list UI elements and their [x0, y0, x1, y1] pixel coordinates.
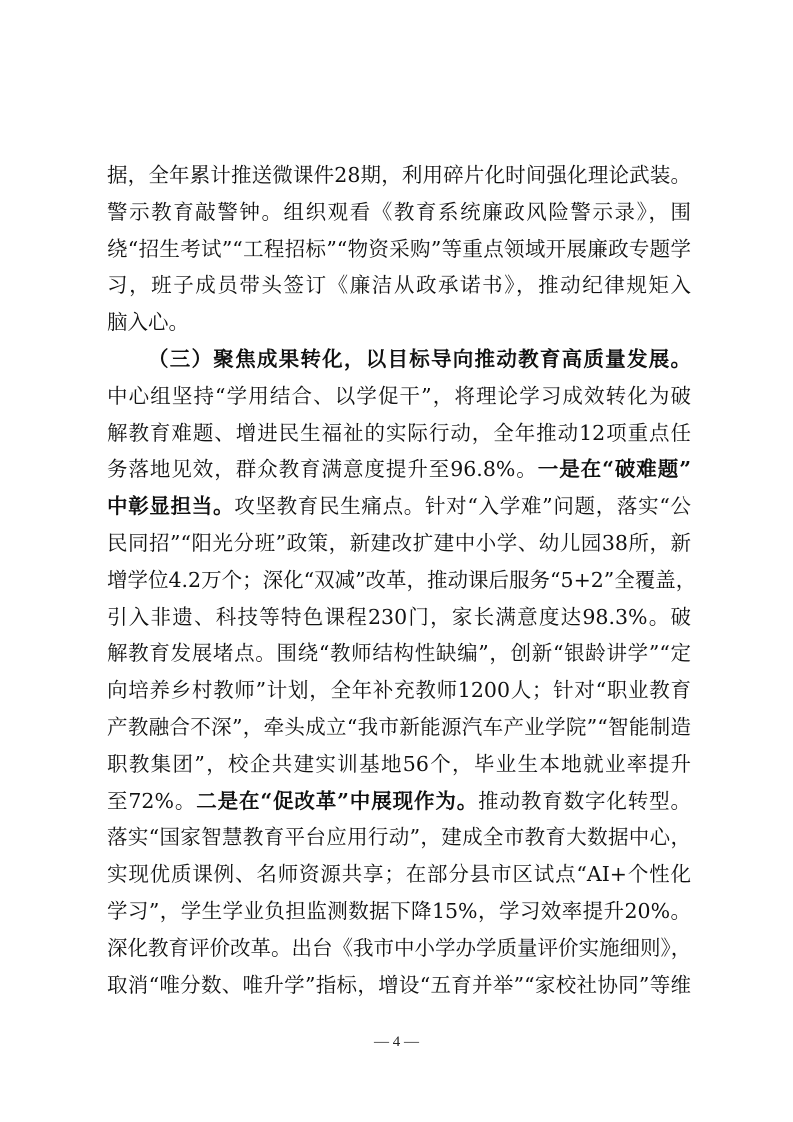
- text-segment: 解教育难题、增进民生福祉的实际行动，全年推动12项重点任: [107, 420, 691, 445]
- paragraph-line: [107, 562, 697, 599]
- paragraph-line: [107, 304, 691, 341]
- text-segment: 产教融合不深”，牵头成立“我市新能源汽车产业学院”“智能制造: [107, 714, 691, 739]
- text-segment: 脑入心。: [107, 310, 189, 335]
- text-segment: 落实“国家智慧教育平台应用行动”，建成全市教育大数据中心，: [107, 825, 691, 850]
- paragraph-line: [107, 856, 691, 893]
- text-segment: 组织观看《教育系统廉政风险警示录》，围: [283, 199, 692, 224]
- text-segment: 取消“唯分数、唯升学”指标，增设“五育并举”“家校社协同”等维: [107, 972, 691, 997]
- paragraph-line: [107, 194, 691, 231]
- paragraph-line: [107, 709, 691, 746]
- paragraph-line: [107, 783, 691, 820]
- paragraph-line: [107, 635, 691, 672]
- text-segment: 解教育发展堵点。围绕“教师结构性缺编”，创新“银龄讲学”“定: [107, 641, 691, 666]
- text-segment: 至72%。: [107, 788, 197, 813]
- text-segment: 职教集团”，校企共建实训基地56个，毕业生本地就业率提升: [107, 751, 691, 776]
- paragraph-line: [107, 672, 691, 709]
- text-segment: 推动教育数字化转型。: [478, 788, 691, 813]
- text-segment: 警示教育敲警钟。: [107, 199, 284, 224]
- paragraph-line: [107, 746, 691, 783]
- text-segment: 实现优质课例、名师资源共享；在部分县市区试点“AI+个性化: [107, 862, 691, 887]
- text-segment: 据，全年累计推送微课件28期，利用碎片化时间强化理论武装。: [107, 163, 691, 187]
- text-segment: 民同招”“阳光分班”政策，新建改扩建中小学、幼儿园38所，新: [107, 530, 691, 555]
- paragraph-line: [107, 231, 691, 268]
- text-segment: 引入非遗、科技等特色课程230门，家长满意度达98.3%。破: [107, 604, 691, 629]
- bold-text: 一是在“破难题”: [537, 457, 691, 482]
- paragraph-line: [107, 267, 691, 304]
- text-segment: 攻坚教育民生痛点。针对“入学难”问题，落实“公: [234, 494, 692, 519]
- text-segment: 习，班子成员带头签订《廉洁从政承诺书》，推动纪律规矩入: [107, 273, 691, 298]
- paragraph-line: [107, 488, 691, 525]
- section-heading-line: [107, 341, 691, 378]
- text-segment: 增学位4.2万个；深化“双减”改革，推动课后服务“5+2”全覆盖，: [107, 567, 697, 592]
- paragraph-line: [107, 599, 691, 636]
- text-segment: 向培养乡村教师”计划，全年补充教师1200人；针对“职业教育: [107, 678, 691, 703]
- paragraph-line: [107, 451, 691, 488]
- bold-text: （三）聚焦成果转化，以目标导向推动教育高质量发展。: [148, 346, 691, 371]
- paragraph-line: [107, 157, 691, 194]
- paragraph-line: [107, 930, 691, 967]
- text-segment: 中心组坚持“学用结合、以学促干”，将理论学习成效转化为破: [107, 383, 691, 408]
- paragraph-line: [107, 415, 691, 452]
- text-segment: 深化教育评价改革。出台《我市中小学办学质量评价实施细则》，: [107, 935, 692, 960]
- text-segment: 学习”，学生学业负担监测数据下降15%，学习效率提升20%。: [107, 898, 691, 923]
- bold-text: 中彰显担当。: [107, 494, 235, 519]
- bold-text: 二是在“促改革”中展现作为。: [196, 788, 479, 813]
- document-body: [107, 157, 697, 1003]
- paragraph-line: [107, 819, 691, 856]
- page-number: — 4 —: [374, 1034, 419, 1050]
- paragraph-line: [107, 893, 691, 930]
- paragraph-line: [107, 967, 691, 1004]
- text-segment: 绕“招生考试”“工程招标”“物资采购”等重点领域开展廉政专题学: [107, 236, 691, 261]
- text-segment: 务落地见效，群众教育满意度提升至96.8%。: [107, 457, 538, 482]
- paragraph-line: [107, 525, 691, 562]
- paragraph-line: [107, 378, 691, 415]
